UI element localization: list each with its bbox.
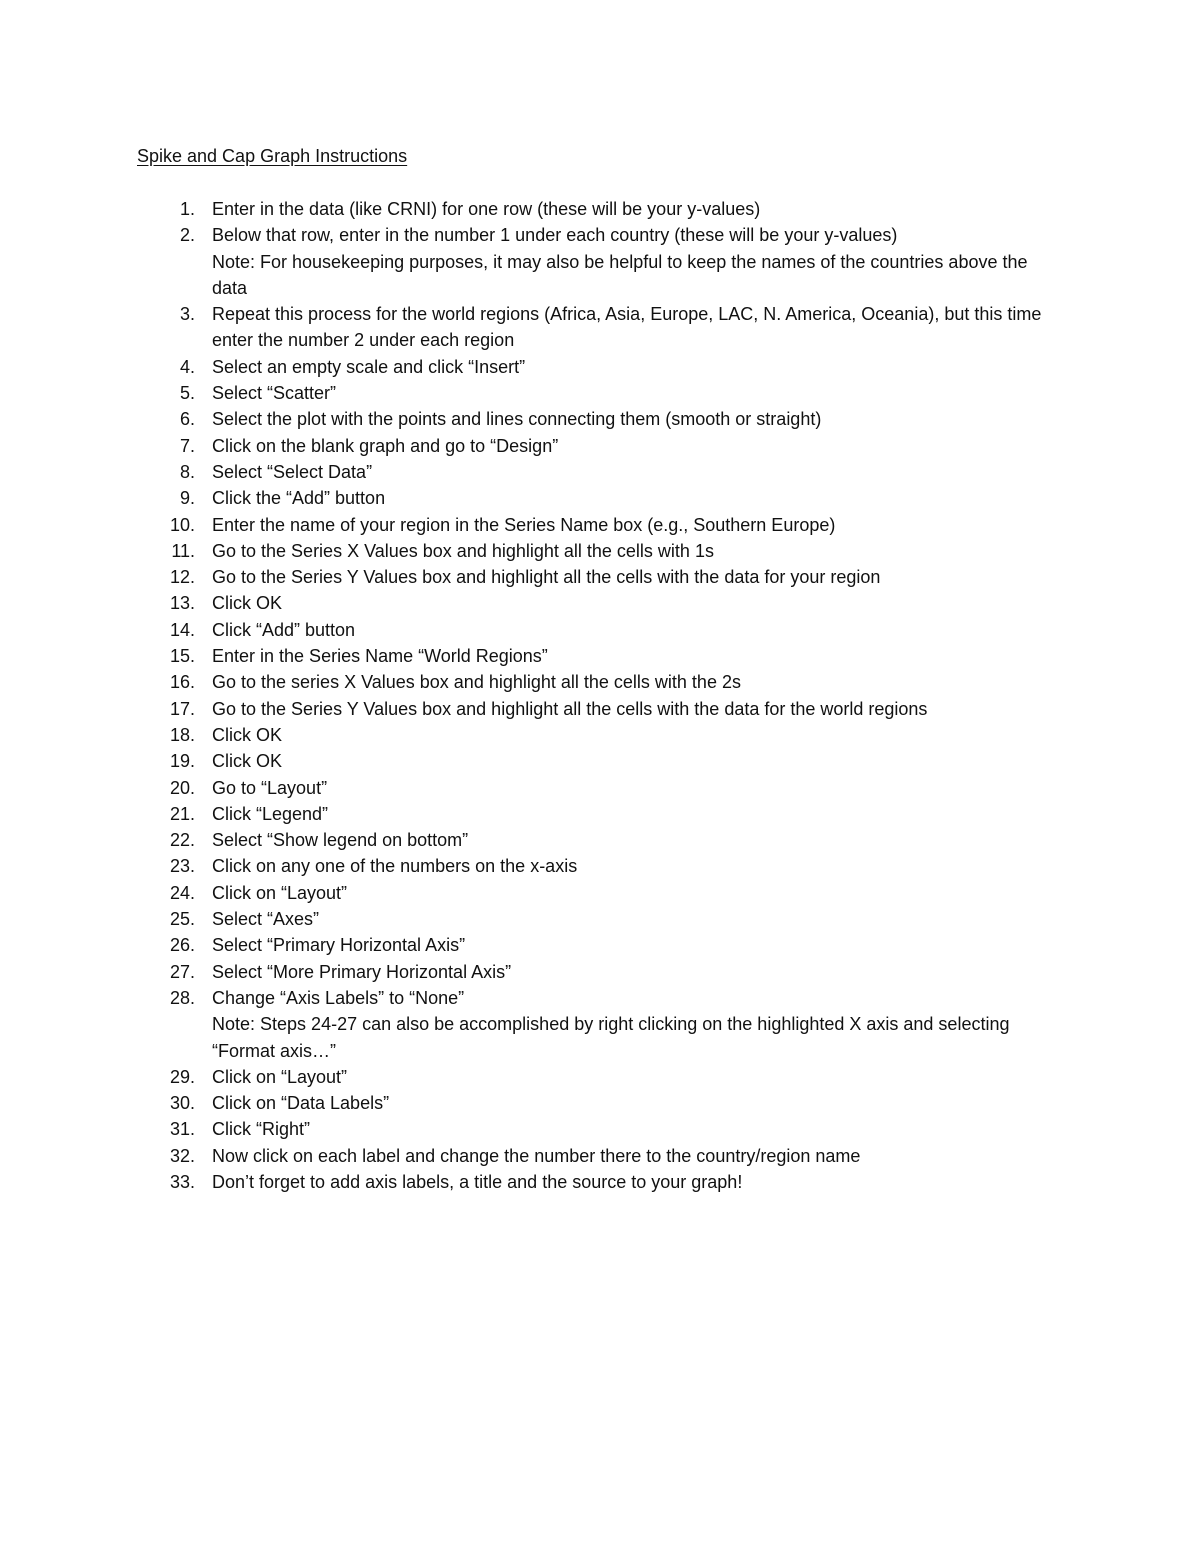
step-text: Click “Right” <box>212 1119 311 1140</box>
step-text: Select “Primary Horizontal Axis” <box>212 935 466 956</box>
instruction-step <box>137 906 1067 932</box>
step-text: Click on the blank graph and go to “Design” <box>212 435 559 456</box>
instruction-step <box>137 775 1067 801</box>
step-number: 2. <box>179 225 195 246</box>
instruction-step <box>137 880 1067 906</box>
instruction-step <box>137 222 1067 301</box>
step-text: Click on “Layout” <box>212 882 348 903</box>
step-text: Select “More Primary Horizontal Axis” <box>212 961 512 982</box>
instruction-step <box>137 853 1067 879</box>
step-number: 15. <box>169 646 195 667</box>
step-number: 25. <box>169 909 195 930</box>
step-text: Go to the Series Y Values box and highlight all the cells with the data for the world regions <box>212 698 928 719</box>
instruction-list <box>137 196 1067 1195</box>
step-text: Click the “Add” button <box>212 488 386 509</box>
step-number: 16. <box>169 672 195 693</box>
step-number: 17. <box>169 698 195 719</box>
step-number: 6. <box>179 409 195 430</box>
step-text: Enter in the Series Name “World Regions” <box>212 646 548 667</box>
step-number: 11. <box>171 540 195 561</box>
instruction-step <box>137 827 1067 853</box>
step-number: 12. <box>169 567 195 588</box>
step-text: Repeat this process for the world regions (Africa, Asia, Europe, LAC, N. America, Oceania), but this time enter the number 2 under each region <box>212 304 1042 351</box>
step-text: Click “Legend” <box>212 803 329 824</box>
step-number: 4. <box>179 356 195 377</box>
instruction-step <box>137 1169 1067 1195</box>
step-number: 33. <box>169 1171 195 1192</box>
step-number: 28. <box>169 987 195 1008</box>
step-text: Enter in the data (like CRNI) for one row (these will be your y-values) <box>212 199 761 219</box>
instruction-step <box>137 932 1067 958</box>
step-number: 31. <box>169 1119 195 1140</box>
step-number: 23. <box>169 856 195 877</box>
instruction-step <box>137 1143 1067 1169</box>
instruction-step <box>137 485 1067 511</box>
step-text: Click OK <box>212 751 283 772</box>
step-text: Select the plot with the points and lines connecting them (smooth or straight) <box>212 409 822 430</box>
step-text: Go to the series X Values box and highlight all the cells with the 2s <box>212 672 741 693</box>
step-text: Click OK <box>212 724 283 745</box>
instruction-step <box>137 590 1067 616</box>
instruction-step <box>137 1064 1067 1090</box>
instruction-step <box>137 354 1067 380</box>
step-text: Change “Axis Labels” to “None” <box>212 987 465 1008</box>
step-number: 32. <box>169 1145 195 1166</box>
step-text: Don’t forget to add axis labels, a title and the source to your graph! <box>212 1171 743 1192</box>
step-text: Click on any one of the numbers on the x-axis <box>212 856 578 877</box>
step-text: Go to the Series X Values box and highlight all the cells with 1s <box>212 540 714 561</box>
step-text: Click on “Data Labels” <box>212 1093 390 1114</box>
instruction-step <box>137 1090 1067 1116</box>
step-text: Select “Show legend on bottom” <box>212 830 469 851</box>
step-number: 27. <box>169 961 195 982</box>
step-number: 10. <box>169 514 195 535</box>
step-note: Note: For housekeeping purposes, it may also be helpful to keep the names of the countries above the data <box>212 251 1028 298</box>
instruction-step <box>137 722 1067 748</box>
instruction-step <box>137 617 1067 643</box>
instruction-step <box>137 801 1067 827</box>
step-text: Click OK <box>212 593 283 614</box>
instruction-step <box>137 748 1067 774</box>
instruction-step <box>137 538 1067 564</box>
instruction-step <box>137 696 1067 722</box>
step-number: 13. <box>169 593 195 614</box>
step-number: 14. <box>169 619 195 640</box>
step-text: Now click on each label and change the number there to the country/region name <box>212 1145 861 1166</box>
instruction-step <box>137 380 1067 406</box>
step-number: 8. <box>179 461 195 482</box>
step-number: 30. <box>169 1093 195 1114</box>
step-text: Go to the Series Y Values box and highlight all the cells with the data for your region <box>212 567 881 588</box>
instruction-step <box>137 564 1067 590</box>
document-title: Spike and Cap Graph Instructions <box>137 146 408 166</box>
instruction-step <box>137 985 1067 1064</box>
step-text: Click “Add” button <box>212 619 356 640</box>
step-number: 20. <box>169 777 195 798</box>
instruction-step <box>137 643 1067 669</box>
step-number: 9. <box>179 488 195 509</box>
step-number: 29. <box>169 1066 195 1087</box>
step-number: 7. <box>179 435 195 456</box>
step-text: Select “Scatter” <box>212 383 337 404</box>
step-number: 3. <box>179 304 195 325</box>
instruction-step <box>137 196 1067 222</box>
step-text: Below that row, enter in the number 1 under each country (these will be your y-values) <box>212 225 898 246</box>
step-number: 1. <box>179 199 195 219</box>
step-text: Select “Select Data” <box>212 461 373 482</box>
step-number: 19. <box>169 751 195 772</box>
step-number: 24. <box>169 882 195 903</box>
step-number: 18. <box>169 724 195 745</box>
step-note: Note: Steps 24-27 can also be accomplished by right clicking on the highlighted X axis and selecting “Format axis…” <box>212 1014 1010 1061</box>
step-text: Click on “Layout” <box>212 1066 348 1087</box>
instruction-step <box>137 433 1067 459</box>
step-text: Select an empty scale and click “Insert” <box>212 356 526 377</box>
instruction-step <box>137 459 1067 485</box>
instruction-step <box>137 301 1067 354</box>
step-text: Enter the name of your region in the Series Name box (e.g., Southern Europe) <box>212 514 836 535</box>
instruction-step <box>137 1116 1067 1142</box>
step-text: Go to “Layout” <box>212 777 328 798</box>
step-number: 26. <box>169 935 195 956</box>
instruction-step <box>137 512 1067 538</box>
step-number: 22. <box>169 830 195 851</box>
step-number: 21. <box>169 803 195 824</box>
instruction-step <box>137 406 1067 432</box>
instruction-step <box>137 669 1067 695</box>
step-number: 5. <box>179 383 195 404</box>
step-text: Select “Axes” <box>212 909 320 930</box>
instruction-step <box>137 959 1067 985</box>
